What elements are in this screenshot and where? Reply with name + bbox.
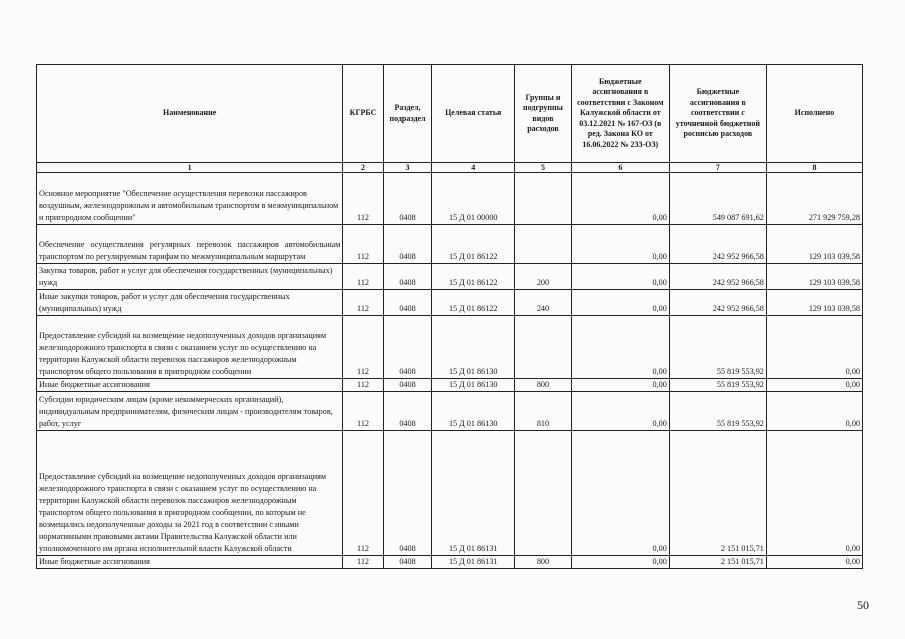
header-done: Исполнено xyxy=(766,65,862,163)
row-law-amount: 0,00 xyxy=(571,225,669,264)
row-done-amount: 0,00 xyxy=(766,556,862,569)
row-target: 15 Д 01 86122 xyxy=(432,264,515,290)
row-name: Предоставление субсидий на возмещение недополученных доходов организациям железнодорожного транспорта в связи с оказанием услуг по осуществлению на территории Калужской области перевозок пассажиров железнодорожным транспортом общего пользования в пригородном сообщении, по которым не возмещались недополученные доходы за 2021 год в соответствии с иными нормативными правовыми актами Правительства Калужской области или уполномоченного им органа исполнительной власти Калужской области xyxy=(37,431,343,556)
row-group xyxy=(515,225,572,264)
row-group xyxy=(515,173,572,225)
row-kgrbs: 112 xyxy=(343,392,383,431)
row-section: 0408 xyxy=(383,225,432,264)
row-done-amount: 0,00 xyxy=(766,392,862,431)
row-group: 810 xyxy=(515,392,572,431)
header-group: Группы и подгруппы видов расходов xyxy=(515,65,572,163)
column-number: 7 xyxy=(669,163,766,173)
row-done-amount: 129 103 039,58 xyxy=(766,264,862,290)
row-kgrbs: 112 xyxy=(343,556,383,569)
column-number: 4 xyxy=(432,163,515,173)
row-name: Обеспечение осуществления регулярных перевозок пассажиров автомобильным транспортом по регулируемым тарифам по межмуниципальным маршрутам xyxy=(37,225,343,264)
row-plan-amount: 242 952 966,58 xyxy=(669,264,766,290)
header-name: Наименование xyxy=(37,65,343,163)
row-section: 0408 xyxy=(383,316,432,379)
row-target: 15 Д 01 86131 xyxy=(432,556,515,569)
row-law-amount: 0,00 xyxy=(571,379,669,392)
row-group xyxy=(515,431,572,556)
row-done-amount: 0,00 xyxy=(766,316,862,379)
row-done-amount: 129 103 039,58 xyxy=(766,225,862,264)
table-row xyxy=(37,225,863,264)
budget-table xyxy=(36,64,863,569)
row-target: 15 Д 01 86130 xyxy=(432,392,515,431)
row-target: 15 Д 01 86122 xyxy=(432,225,515,264)
row-name: Предоставление субсидий на возмещение недополученных доходов организациям железнодорожного транспорта в связи с оказанием услуг по осуществлению на территории Калужской области перевозок пассажиров железнодорожным транспортом общего пользования в пригородном сообщении xyxy=(37,316,343,379)
table-row xyxy=(37,392,863,431)
table-row xyxy=(37,173,863,225)
row-plan-amount: 2 151 015,71 xyxy=(669,431,766,556)
column-number: 3 xyxy=(383,163,432,173)
row-law-amount: 0,00 xyxy=(571,392,669,431)
row-plan-amount: 55 819 553,92 xyxy=(669,316,766,379)
header-row xyxy=(37,65,863,163)
row-law-amount: 0,00 xyxy=(571,316,669,379)
column-number: 6 xyxy=(571,163,669,173)
row-name: Иные бюджетные ассигнования xyxy=(37,379,343,392)
table-row xyxy=(37,556,863,569)
table-row xyxy=(37,431,863,556)
header-kgrbs: КГРБС xyxy=(343,65,383,163)
row-plan-amount: 242 952 966,58 xyxy=(669,290,766,316)
page-number: 50 xyxy=(857,598,869,612)
row-kgrbs: 112 xyxy=(343,173,383,225)
row-section: 0408 xyxy=(383,290,432,316)
table-row xyxy=(37,264,863,290)
column-number-row xyxy=(37,163,863,173)
row-plan-amount: 549 087 691,62 xyxy=(669,173,766,225)
row-kgrbs: 112 xyxy=(343,431,383,556)
row-law-amount: 0,00 xyxy=(571,431,669,556)
header-section: Раздел, подраздел xyxy=(383,65,432,163)
row-section: 0408 xyxy=(383,264,432,290)
row-group: 800 xyxy=(515,556,572,569)
row-done-amount: 271 929 759,28 xyxy=(766,173,862,225)
row-done-amount: 129 103 039,58 xyxy=(766,290,862,316)
row-kgrbs: 112 xyxy=(343,264,383,290)
row-name: Иные закупки товаров, работ и услуг для обеспечения государственных (муниципальных) нужд xyxy=(37,290,343,316)
row-plan-amount: 55 819 553,92 xyxy=(669,392,766,431)
row-kgrbs: 112 xyxy=(343,290,383,316)
table-row xyxy=(37,379,863,392)
row-law-amount: 0,00 xyxy=(571,173,669,225)
row-kgrbs: 112 xyxy=(343,225,383,264)
row-section: 0408 xyxy=(383,173,432,225)
row-name: Иные бюджетные ассигнования xyxy=(37,556,343,569)
row-plan-amount: 55 819 553,92 xyxy=(669,379,766,392)
row-kgrbs: 112 xyxy=(343,316,383,379)
row-name: Закупка товаров, работ и услуг для обеспечения государственных (муниципальных) нужд xyxy=(37,264,343,290)
header-plan: Бюджетные ассигнования в соответствии с уточненной бюджетной росписью расходов xyxy=(669,65,766,163)
row-done-amount: 0,00 xyxy=(766,431,862,556)
column-number: 5 xyxy=(515,163,572,173)
column-number: 8 xyxy=(766,163,862,173)
row-section: 0408 xyxy=(383,379,432,392)
row-section: 0408 xyxy=(383,556,432,569)
table-row xyxy=(37,290,863,316)
table-row xyxy=(37,316,863,379)
row-target: 15 Д 01 00000 xyxy=(432,173,515,225)
row-group: 200 xyxy=(515,264,572,290)
row-section: 0408 xyxy=(383,392,432,431)
row-plan-amount: 2 151 015,71 xyxy=(669,556,766,569)
row-target: 15 Д 01 86130 xyxy=(432,316,515,379)
row-target: 15 Д 01 86131 xyxy=(432,431,515,556)
column-number: 1 xyxy=(37,163,343,173)
header-law: Бюджетные ассигнования в соответствии с Законом Калужской области от 03.12.2021 № 167-ОЗ (в ред. Закона КО от 16.06.2022 № 233-ОЗ) xyxy=(571,65,669,163)
row-name: Основное мероприятие "Обеспечение осуществления перевозки пассажиров воздушным, железнодорожным и автомобильным транспортом в межмуниципальном и пригородном сообщении" xyxy=(37,173,343,225)
row-law-amount: 0,00 xyxy=(571,264,669,290)
row-target: 15 Д 01 86122 xyxy=(432,290,515,316)
row-done-amount: 0,00 xyxy=(766,379,862,392)
row-target: 15 Д 01 86130 xyxy=(432,379,515,392)
header-target: Целевая статья xyxy=(432,65,515,163)
row-group: 240 xyxy=(515,290,572,316)
row-law-amount: 0,00 xyxy=(571,556,669,569)
row-law-amount: 0,00 xyxy=(571,290,669,316)
row-group xyxy=(515,316,572,379)
row-kgrbs: 112 xyxy=(343,379,383,392)
row-group: 800 xyxy=(515,379,572,392)
row-name: Субсидии юридическим лицам (кроме некоммерческих организаций), индивидуальным предпринимателям, физическим лицам - производителям товаров, работ, услуг xyxy=(37,392,343,431)
row-plan-amount: 242 952 966,58 xyxy=(669,225,766,264)
column-number: 2 xyxy=(343,163,383,173)
row-section: 0408 xyxy=(383,431,432,556)
